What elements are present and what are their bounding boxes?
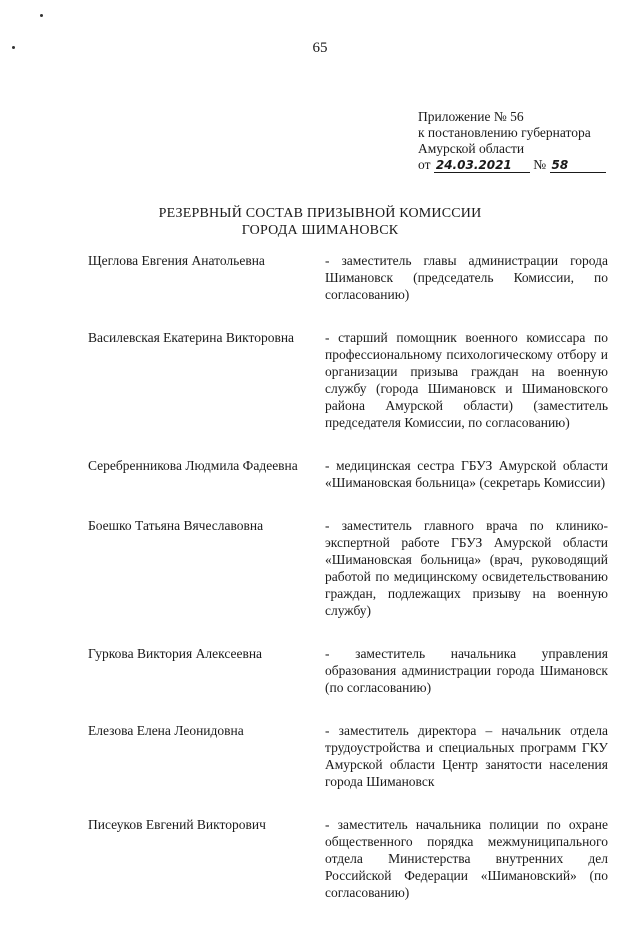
appendix-region: Амурской области <box>418 141 525 156</box>
appendix-date-line <box>418 157 606 173</box>
appendix-block <box>418 109 606 173</box>
member-name: Гуркова Виктория Алексеевна <box>88 646 263 661</box>
member-row <box>88 816 608 901</box>
appendix-title: Приложение № 56 <box>418 109 524 124</box>
member-name: Серебренникова Людмила Фадеевна <box>88 458 298 473</box>
member-name: Боешко Татьяна Вячеславовна <box>88 518 264 533</box>
member-role: - заместитель главы администрации города Шимановск (председатель Комиссии, по согласованию) <box>325 253 608 302</box>
member-row <box>88 645 608 696</box>
member-name: Василевская Екатерина Викторовна <box>88 330 295 345</box>
title-line-1: РЕЗЕРВНЫЙ СОСТАВ ПРИЗЫВНОЙ КОМИССИИ <box>158 206 482 221</box>
member-row <box>88 252 608 303</box>
members-list <box>88 252 608 927</box>
page-number: 65 <box>312 40 328 56</box>
handwritten-number: 58 <box>550 158 606 173</box>
title-line-2: ГОРОДА ШИМАНОВСК <box>241 223 399 238</box>
member-role: - старший помощник военного комиссара по профессиональному психологическому отбору и организации призыва граждан на военную службу (города Шимановск и Шимановского района Амурской области) (заместитель председателя Комиссии, по согласованию) <box>325 330 608 430</box>
member-name: Щеглова Евгения Анатольевна <box>88 253 265 268</box>
member-row <box>88 722 608 790</box>
member-name: Писеуков Евгений Викторович <box>88 817 266 832</box>
document-title <box>0 205 640 239</box>
date-prefix: от <box>418 157 431 172</box>
appendix-reference: к постановлению губернатора <box>418 125 591 140</box>
member-name: Елезова Елена Леонидовна <box>88 723 244 738</box>
member-role: - заместитель главного врача по клинико-экспертной работе ГБУЗ Амурской области «Шимановская больница» (врач, руководящий работой по медицинскому освидетельствованию граждан, подлежащих призыву на военную службу) <box>325 518 608 618</box>
member-row <box>88 329 608 431</box>
member-role: - заместитель начальника управления образования администрации города Шимановск (по согласованию) <box>325 646 608 695</box>
member-role: - заместитель начальника полиции по охране общественного порядка межмуниципального отдела Министерства внутренних дел Российской Федерации «Шимановский» (по согласованию) <box>325 817 608 900</box>
member-row <box>88 457 608 491</box>
scan-speck <box>40 14 43 17</box>
member-role: - медицинская сестра ГБУЗ Амурской области «Шимановская больница» (секретарь Комиссии) <box>325 458 608 490</box>
member-row <box>88 517 608 619</box>
handwritten-date: 24.03.2021 <box>434 158 530 173</box>
member-role: - заместитель директора – начальник отдела трудоустройства и специальных программ ГКУ Амурской области Центр занятости населения города Шимановск <box>325 723 608 789</box>
number-prefix: № <box>533 157 547 172</box>
